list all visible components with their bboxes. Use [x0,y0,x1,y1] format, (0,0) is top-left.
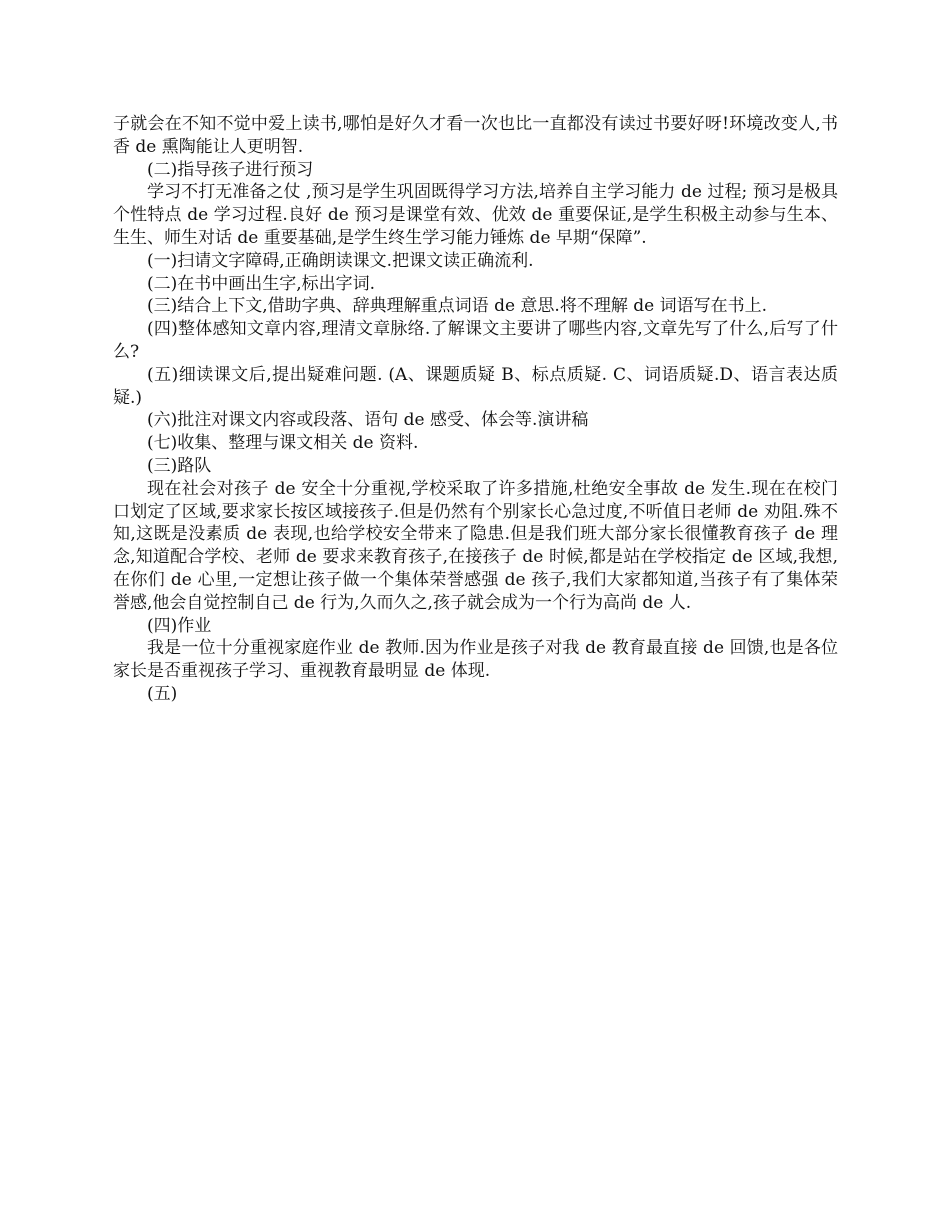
section-heading-five: (五) [147,683,178,704]
paragraph-continuation: 子就会在不知不觉中爱上读书,哪怕是好久才看一次也比一直都没有读过书要好呀!环境改变人,书香 de 熏陶能让人更明智. [113,114,838,157]
section-heading-queue: (三)路队 [147,455,212,476]
section-heading-preview: (二)指导孩子进行预习 [147,159,314,180]
list-item-2: (二)在书中画出生字,标出字词. [147,273,376,294]
list-item-7: (七)收集、整理与课文相关 de 资料. [147,433,419,454]
paragraph-preview-intro: 学习不打无准备之仗 ,预习是学生巩固既得学习方法,培养自主学习能力 de 过程; 预习是极具个性特点 de 学习过程.良好 de 预习是课堂有效、优效 de 重要保证,是学生积极主动参与生本、生生、师生对话 de 重要基础,是学生终生学习能力锤炼 de 早期“保障”. [113,182,838,248]
paragraph-queue: 现在社会对孩子 de 安全十分重视,学校采取了许多措施,杜绝安全事故 de 发生.现在在校门口划定了区域,要求家长按区域接孩子.但是仍然有个别家长心急过度,不听值日老师 de 劝阻.殊不知,这既是没素质 de 表现,也给学校安全带来了隐患.但是我们班大部分家长很懂教育孩子 de 理念,知道配合学校、老师 de 要求来教育孩子,在接孩子 de 时候,都是站在学校指定 de 区域,我想,在你们 de 心里,一定想让孩子做一个集体荣誉感强 de 孩子,我们大家都知道,当孩子有了集体荣誉感,他会自觉控制自己 de 行为,久而久之,孩子就会成为一个行为高尚 de 人. [113,478,838,613]
list-item-1: (一)扫请文字障碍,正确朗读课文.把课文读正确流利. [147,250,534,271]
list-item-4: (四)整体感知文章内容,理清文章脉络.了解课文主要讲了哪些内容,文章先写了什么,后写了什么? [113,319,838,362]
paragraph-homework: 我是一位十分重视家庭作业 de 教师.因为作业是孩子对我 de 教育最直接 de 回馈,也是各位家长是否重视孩子学习、重视教育最明显 de 体现. [113,638,838,682]
document-body [113,113,838,706]
list-item-3: (三)结合上下文,借助字典、辞典理解重点词语 de 意思.将不理解 de 词语写在书上. [147,296,767,317]
list-item-6: (六)批注对课文内容或段落、语句 de 感受、体会等.演讲稿 [147,410,589,431]
list-item-5: (五)细读课文后,提出疑难问题. (A、课题质疑 B、标点质疑. C、词语质疑.D、语言表达质疑.) [113,364,838,408]
section-heading-homework: (四)作业 [147,615,212,636]
